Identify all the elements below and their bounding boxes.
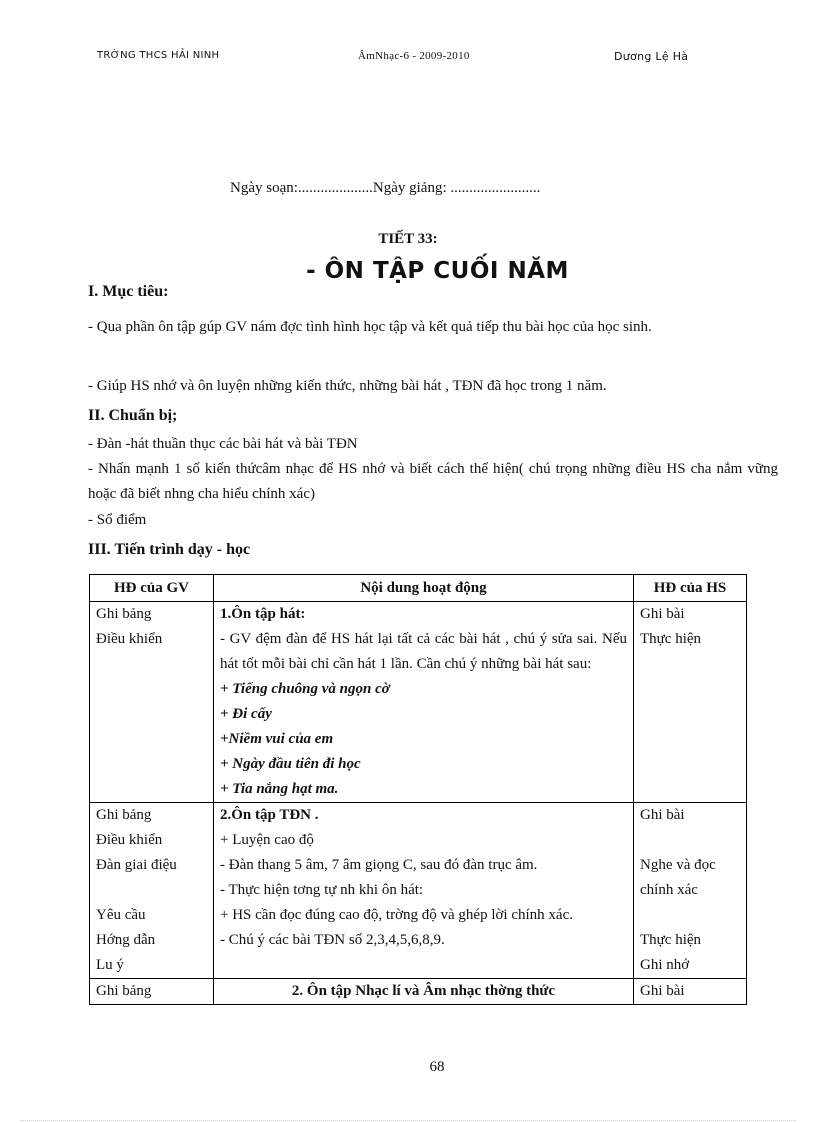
song-item: +Niềm vui của em (220, 731, 334, 747)
table-row (90, 602, 747, 803)
header-content: Nội dung hoạt động (214, 575, 634, 602)
gv-cell (90, 979, 214, 1005)
objective-paragraph-2: - Giúp HS nhớ và ôn luyện những kiến thức, những bài hát , TĐN đã học trong 1 năm. (88, 378, 607, 394)
hs-line: Ghi bài (640, 807, 685, 823)
section-objectives-heading: I. Mục tiêu: (88, 283, 169, 300)
content-cell (214, 803, 634, 979)
gv-line: Điều khiển (96, 631, 163, 647)
content-cell (214, 602, 634, 803)
header-student-activity: HĐ của HS (634, 575, 747, 602)
hs-cell (634, 979, 747, 1005)
song-item: + Ngày đầu tiên đi học (220, 756, 361, 772)
lesson-plan-table (89, 574, 747, 1005)
hs-line: Ghi bài (640, 606, 685, 622)
gv-line: Điều khiển (96, 832, 163, 848)
content-line: - Chú ý các bài TĐN số 2,3,4,5,6,8,9. (220, 932, 445, 948)
hs-line: Ghi nhớ (640, 957, 690, 973)
preparation-line-3: - Sổ điểm (88, 512, 147, 528)
song-item: + Đi cấy (220, 706, 272, 722)
block-heading: 2.Ôn tập TĐN . (220, 807, 319, 823)
hs-line (640, 828, 740, 853)
block-text: - GV đệm đàn để HS hát lại tất cả các bài hát , chú ý sửa sai. Nếu hát tốt mỗi bài chỉ cần hát 1 lần. Cần chú ý những bài hát sau: (220, 631, 627, 672)
gv-line: Yêu cầu (96, 907, 146, 923)
gv-line: Ghi bảng (96, 807, 152, 823)
hs-cell (634, 803, 747, 979)
gv-line: Đàn giai điệu (96, 857, 177, 873)
gv-line: Lu ý (96, 957, 124, 973)
header-teacher-activity: HĐ của GV (90, 575, 214, 602)
table-row (90, 979, 747, 1005)
gv-line (96, 878, 207, 903)
gv-line: Ghi bảng (96, 606, 152, 622)
hs-line: Thực hiện (640, 932, 702, 948)
content-line: + Luyện cao độ (220, 832, 314, 848)
gv-cell (90, 602, 214, 803)
hs-line: Ghi bài (640, 983, 685, 999)
header-school: TRỜNG THCS HẢI NINH (97, 50, 220, 61)
gv-line: Ghi bảng (96, 983, 152, 999)
table-row (90, 803, 747, 979)
preparation-line-1: - Đàn -hát thuần thục các bài hát và bài TĐN (88, 436, 358, 452)
block-heading: 2. Ôn tập Nhạc lí và Âm nhạc thờng thức (291, 983, 556, 999)
section-process-heading: III. Tiến trình dạy - học (88, 541, 251, 558)
lesson-number: TIẾT 33: (378, 231, 438, 247)
block-heading: 1.Ôn tập hát: (220, 606, 306, 622)
page-bottom-divider (20, 1120, 796, 1121)
gv-cell (90, 803, 214, 979)
song-item: + Tiếng chuông và ngọn cờ (220, 681, 390, 697)
lesson-title: - ÔN TẬP CUỐI NĂM (306, 258, 569, 284)
header-subject: ÂmNhạc-6 - 2009-2010 (358, 50, 470, 62)
hs-cell (634, 602, 747, 803)
objective-paragraph-1: - Qua phần ôn tập gúp GV nám đợc tình hình học tập và kết quả tiếp thu bài học của học sinh. (88, 319, 652, 335)
dates-line: Ngày soạn:....................Ngày giảng: ........................ (230, 180, 541, 196)
content-line: - Đàn thang 5 âm, 7 âm giọng C, sau đó đàn trục âm. (220, 857, 538, 873)
content-line: - Thực hiện tơng tự nh khi ôn hát: (220, 882, 424, 898)
gv-line: Hớng dẫn (96, 932, 156, 948)
hs-line (640, 903, 740, 928)
hs-line: Thực hiện (640, 631, 702, 647)
table-header-row (90, 575, 747, 602)
song-item: + Tia nắng hạt ma. (220, 781, 339, 797)
preparation-line-2: - Nhấn mạnh 1 số kiến thứcâm nhạc để HS nhớ và biết cách thể hiện( chú trọng những điều HS cha nắm vững hoặc đã biết nhng cha hiểu chính xác) (88, 461, 778, 502)
hs-line: Nghe và đọc chính xác (640, 857, 716, 898)
section-preparation-heading: II. Chuẩn bị; (88, 407, 178, 424)
header-teacher: Dương Lệ Hà (614, 50, 689, 63)
page-number: 68 (429, 1059, 445, 1075)
content-line: + HS cần đọc đúng cao độ, trờng độ và ghép lời chính xác. (220, 907, 573, 923)
content-cell (214, 979, 634, 1005)
